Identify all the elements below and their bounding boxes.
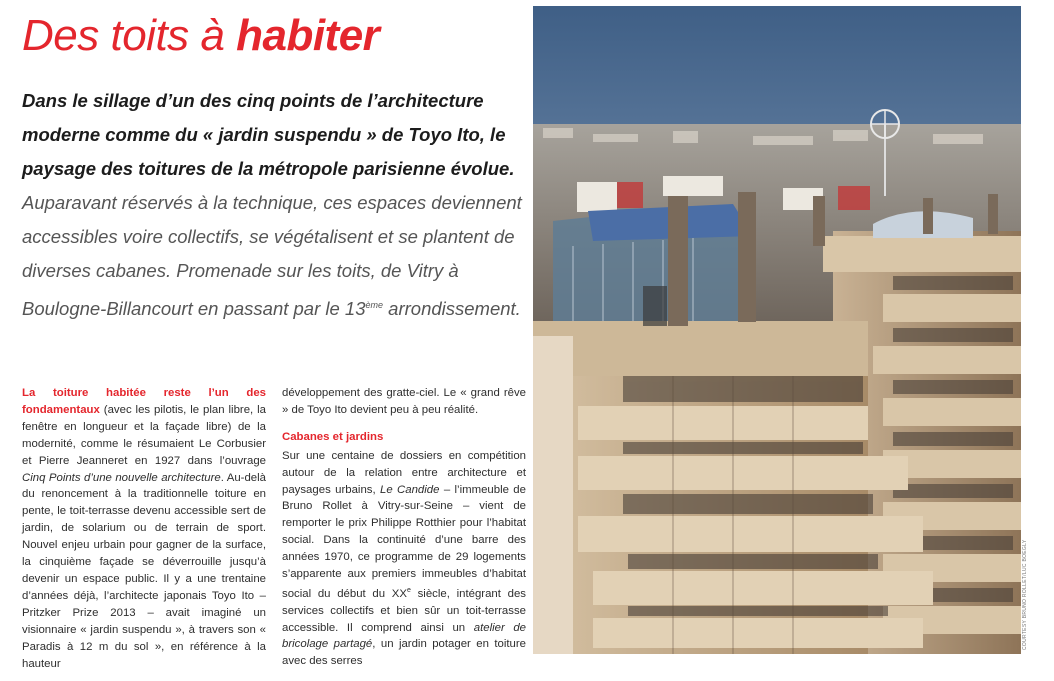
title-light: Des toits à — [22, 11, 225, 60]
century-sup: e — [406, 586, 411, 594]
lead-bold: Dans le sillage d’un des cinq points de l’architecture moderne comme du « jardin suspendu » de Toyo Ito, le paysage des toitures de la métropole parisienne évolue. — [22, 90, 515, 179]
article-lead — [22, 84, 527, 326]
lead-end: arrondissement. — [388, 298, 521, 320]
photo-credit: COURTESY BRUNO ROLLET/LUC BOEGLY — [1022, 539, 1028, 650]
body-column-1 — [22, 385, 266, 672]
project-name: Le Candide — [380, 483, 440, 496]
col1-text-a: (avec les pilotis, le plan libre, la fenêtre en longueur et la façade libre) de la modernité, comme le résumaient Le Corbusier et Pierre Jeanneret en 1927 dans l’ouvrage — [22, 403, 266, 467]
col1-text-b: . Au-delà du renoncement à la traditionnelle toiture en pente, le toit-terrasse devenu accessible sert de jardin, de solarium ou de terrain de sport. Nouvel enjeu urbain pour gagner de la surface, la cinquième façade se déverrouille jusqu’à devenir un espace public. Il y a une trentaine d’années déjà, l’architecte japonais Toyo Ito – Pritzker Prize 2013 – avait imaginé un visionnaire « jardin suspendu », à travers son « Paradis à 12 m du sol », en référence à la hauteur — [22, 471, 266, 670]
lead-text: Auparavant réservés à la technique, ces espaces deviennent accessibles voire collectifs, se végétalisent et se plantent de diverses cabanes. Promenade sur les toits, de Vitry à Boulogne-Billancourt en passant par le 13 — [22, 192, 522, 320]
book-title: Cinq Points d’une nouvelle architecture — [22, 471, 221, 484]
col2-text-a: développement des gratte-ciel. Le « grand rêve » de Toyo Ito devient peu à peu réalité. — [282, 387, 526, 416]
col2-text-e: , un jardin potager en toiture avec des serres — [282, 638, 526, 668]
body-lead-in: La toiture habitée reste l’un des fondamentaux — [22, 387, 266, 416]
col2-text-b: Sur une centaine de dossiers en compétition autour de la relation entre architecture et paysages urbains, — [282, 449, 526, 496]
building-photo — [533, 6, 1021, 654]
article-title — [22, 10, 379, 62]
col2-text-c: – l’immeuble de Bruno Rollet à Vitry-sur-Seine – vient de remporter le prix Philippe Rotthier pour l’habitat social. Dans la continuité d’une barre des années 1970, ce programme de 29 logements s’apparente aux premiers immeubles d’habitat social du début du XX — [282, 483, 526, 600]
subhead: Cabanes et jardins — [282, 430, 384, 443]
workshop-text: atelier de bricolage partagé — [282, 621, 527, 651]
col2-text-d: siècle, intégrant des services collectifs et bien sûr un toit-terrasse accessible. Il comprend ainsi un — [282, 587, 526, 634]
lead-sup: ème — [365, 300, 384, 310]
title-bold: habiter — [236, 11, 380, 60]
body-column-2 — [282, 385, 526, 670]
